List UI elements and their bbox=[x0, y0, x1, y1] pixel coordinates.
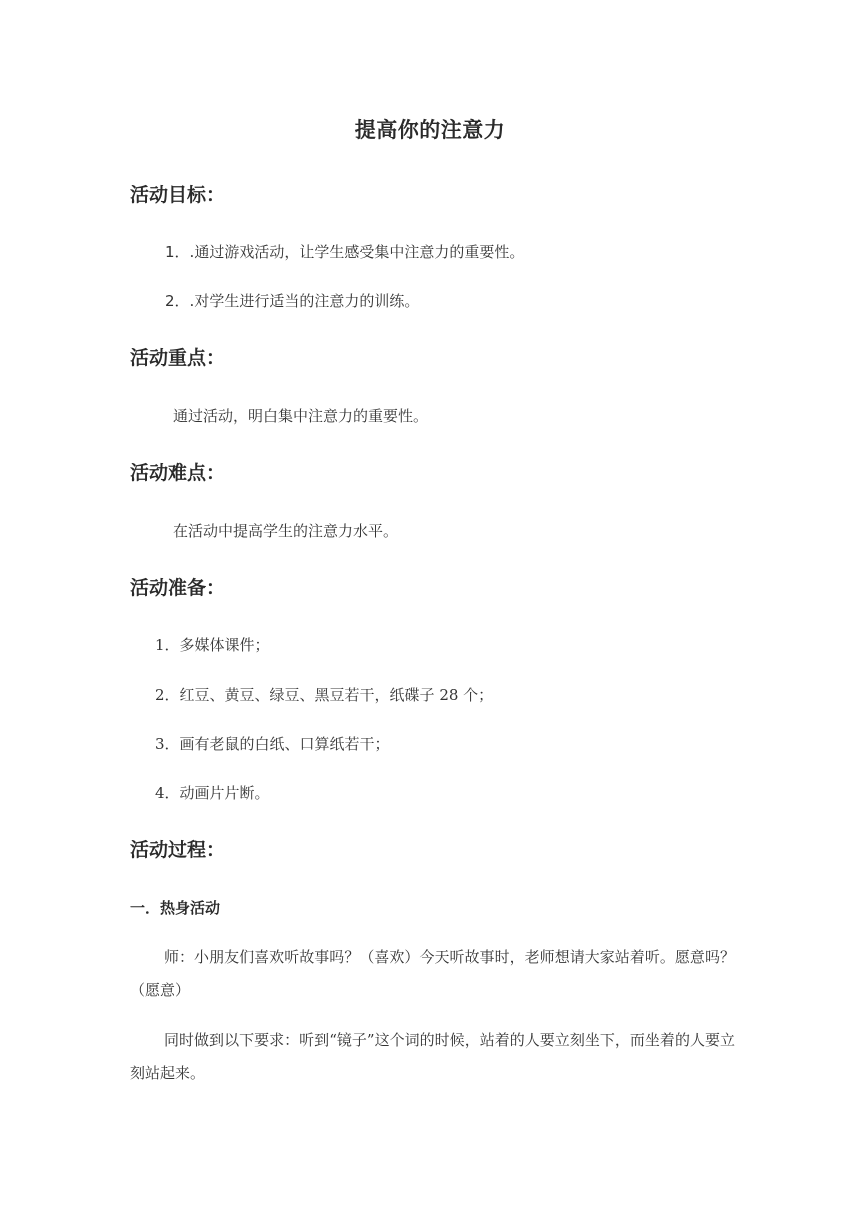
preparation-item-4: 4．动画片片断。 bbox=[155, 784, 270, 802]
focus-heading: 活动重点： bbox=[130, 347, 226, 369]
goal-item-1 bbox=[165, 241, 524, 262]
focus-text: 通过活动，明白集中注意力的重要性。 bbox=[173, 407, 429, 425]
warmup-paragraph-2: 同时做到以下要求：听到“镜子”这个词的时候，站着的人要立刻坐下，而坐着的人要立刻站起来。 bbox=[130, 1031, 735, 1082]
process-heading: 活动过程： bbox=[130, 839, 226, 861]
difficulty-text: 在活动中提高学生的注意力水平。 bbox=[173, 522, 399, 540]
difficulty-heading: 活动难点： bbox=[130, 462, 226, 484]
preparation-item-3: 3．画有老鼠的白纸、口算纸若干； bbox=[155, 735, 390, 753]
goal-item-2-text: .对学生进行适当的注意力的训练。 bbox=[189, 292, 420, 310]
warmup-paragraph-1: 师：小朋友们喜欢听故事吗？（喜欢）今天听故事时，老师想请大家站着听。愿意吗？（愿意） bbox=[130, 948, 735, 999]
goal-item-1-number: 1． bbox=[165, 243, 190, 261]
goal-item-1-text: .通过游戏活动，让学生感受集中注意力的重要性。 bbox=[189, 243, 525, 261]
goal-item-2 bbox=[165, 290, 419, 311]
preparation-item-1: 1．多媒体课件； bbox=[155, 636, 270, 654]
warmup-section-title: 一．热身活动 bbox=[130, 899, 221, 917]
preparation-item-2: 2．红豆、黄豆、绿豆、黑豆若干，纸碟子 28 个； bbox=[155, 686, 494, 704]
goal-item-2-number: 2． bbox=[165, 292, 190, 310]
preparation-heading: 活动准备： bbox=[130, 577, 226, 599]
document-title: 提高你的注意力 bbox=[354, 118, 506, 142]
goal-heading: 活动目标： bbox=[130, 184, 226, 206]
